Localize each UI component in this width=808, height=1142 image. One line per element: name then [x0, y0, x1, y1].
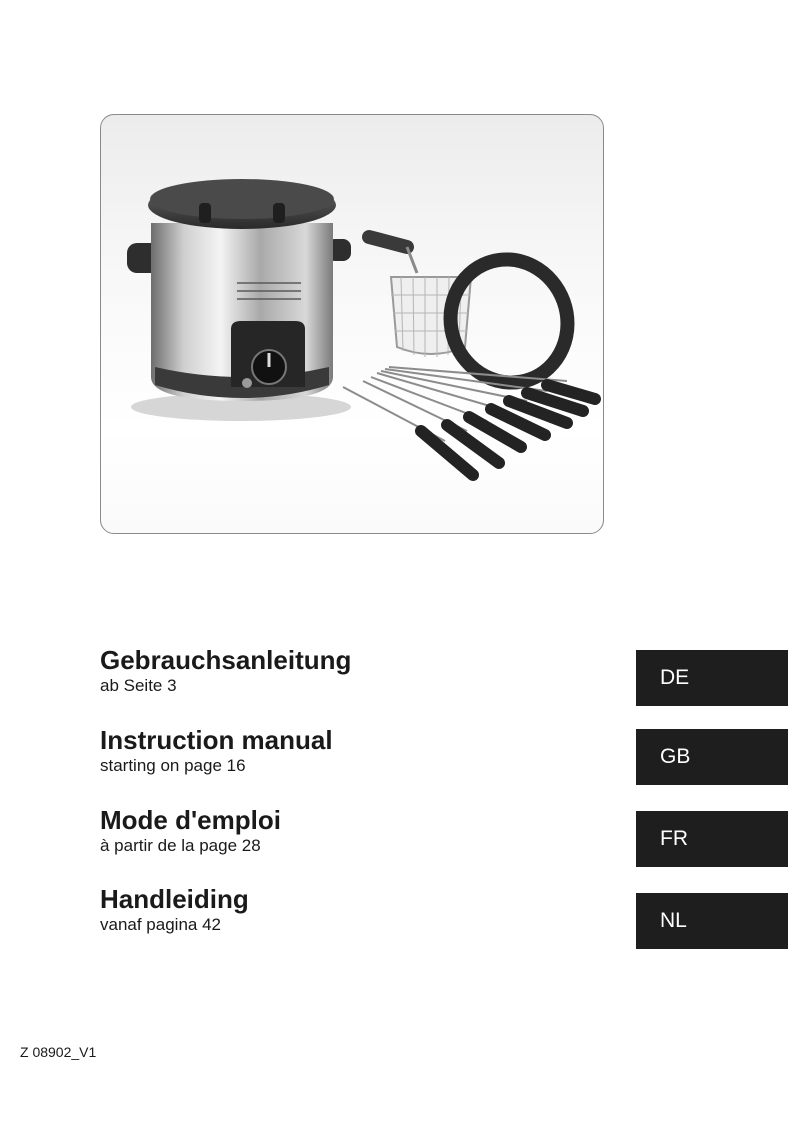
- manual-start-page: vanaf pagina 42: [100, 915, 221, 934]
- manual-start-page: à partir de la page 28: [100, 836, 261, 855]
- language-badge-nl: NL: [636, 893, 788, 949]
- fondue-forks: [343, 367, 595, 475]
- manual-start-page: ab Seite 3: [100, 676, 177, 695]
- manual-start-page: starting on page 16: [100, 756, 246, 775]
- manual-title: Mode d'emploi: [100, 805, 281, 835]
- document-code: Z 08902_V1: [20, 1044, 97, 1060]
- basket-handle: [369, 237, 407, 247]
- manual-title: Instruction manual: [100, 725, 333, 755]
- manual-entry-nl: [100, 884, 249, 936]
- manual-entry-fr: [100, 805, 281, 857]
- product-photo: [100, 114, 604, 534]
- language-badge-fr: FR: [636, 811, 788, 867]
- fryer-fondue-illustration: [101, 115, 603, 533]
- manual-entry-de: [100, 645, 351, 697]
- indicator-lamp: [242, 378, 252, 388]
- language-badge-de: DE: [636, 650, 788, 706]
- lid-latch: [199, 203, 211, 223]
- language-badge-gb: GB: [636, 729, 788, 785]
- manual-entry-gb: [100, 725, 333, 777]
- lid-latch: [273, 203, 285, 223]
- manual-title: Gebrauchsanleitung: [100, 645, 352, 675]
- manual-title: Handleiding: [100, 884, 249, 914]
